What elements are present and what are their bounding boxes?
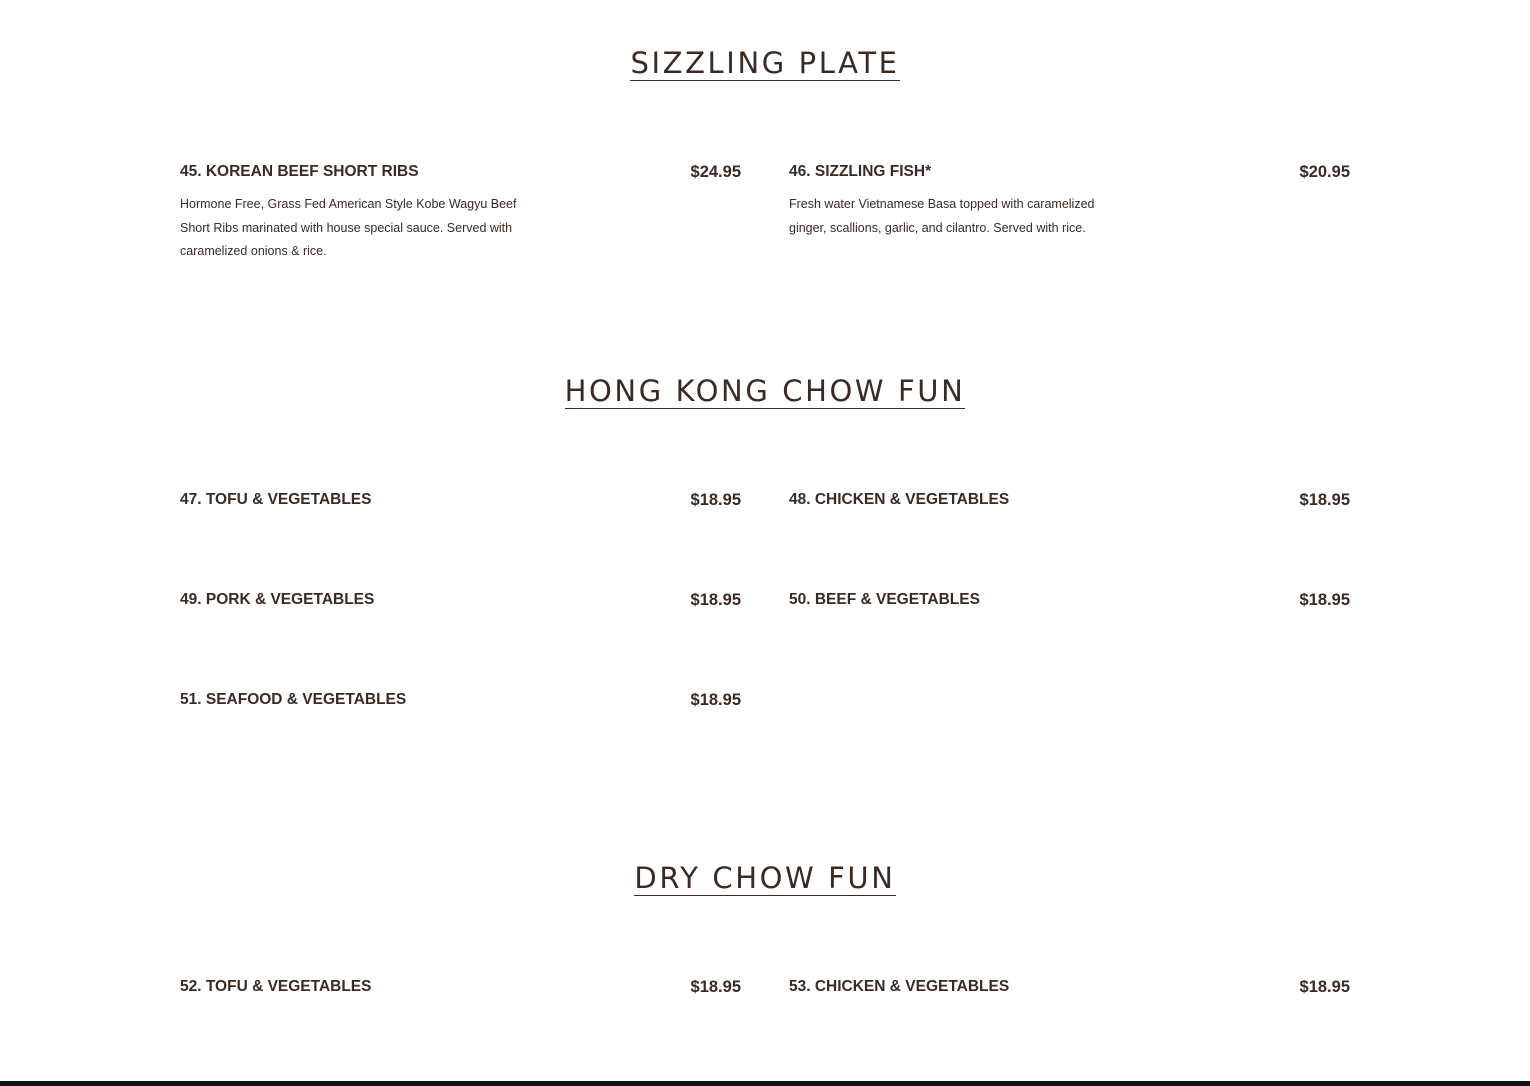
section-title-text: SIZZLING PLATE — [630, 46, 900, 80]
menu-item-price: $18.95 — [1299, 978, 1350, 996]
menu-item-price: $18.95 — [1299, 591, 1350, 609]
section-title-text: DRY CHOW FUN — [634, 861, 896, 895]
menu-item-name: 50. BEEF & VEGETABLES — [789, 591, 980, 608]
menu-item-name: 47. TOFU & VEGETABLES — [180, 491, 372, 508]
menu-item-name: 46. SIZZLING FISH* — [789, 163, 932, 180]
section-title-sizzling-plate — [0, 46, 1530, 90]
menu-item-price: $18.95 — [690, 491, 741, 509]
menu-item-price: $20.95 — [1299, 163, 1350, 181]
menu-item-price: $18.95 — [690, 591, 741, 609]
menu-item-description: Fresh water Vietnamese Basa topped with caramelized ginger, scallions, garlic, and cilantro. Served with rice. — [789, 197, 1095, 235]
bottom-bar — [0, 1081, 1530, 1086]
menu-item-name: 52. TOFU & VEGETABLES — [180, 978, 372, 995]
menu-item-price: $18.95 — [690, 691, 741, 709]
menu-item-price: $18.95 — [690, 978, 741, 996]
menu-item-name: 49. PORK & VEGETABLES — [180, 591, 375, 608]
section-title-hong-kong-chow-fun — [0, 374, 1530, 418]
section-title-text: HONG KONG CHOW FUN — [564, 374, 966, 408]
menu-item-price: $18.95 — [1299, 491, 1350, 509]
menu-item-name: 53. CHICKEN & VEGETABLES — [789, 978, 1010, 995]
menu-item-name: 51. SEAFOOD & VEGETABLES — [180, 691, 407, 708]
menu-item-description: Hormone Free, Grass Fed American Style Kobe Wagyu Beef Short Ribs marinated with house special sauce. Served with caramelized onions & rice. — [180, 197, 517, 258]
section-title-dry-chow-fun — [0, 861, 1530, 905]
menu-item-price: $24.95 — [690, 163, 741, 181]
menu-item-name: 45. KOREAN BEEF SHORT RIBS — [180, 163, 419, 180]
menu-item-name: 48. CHICKEN & VEGETABLES — [789, 491, 1010, 508]
